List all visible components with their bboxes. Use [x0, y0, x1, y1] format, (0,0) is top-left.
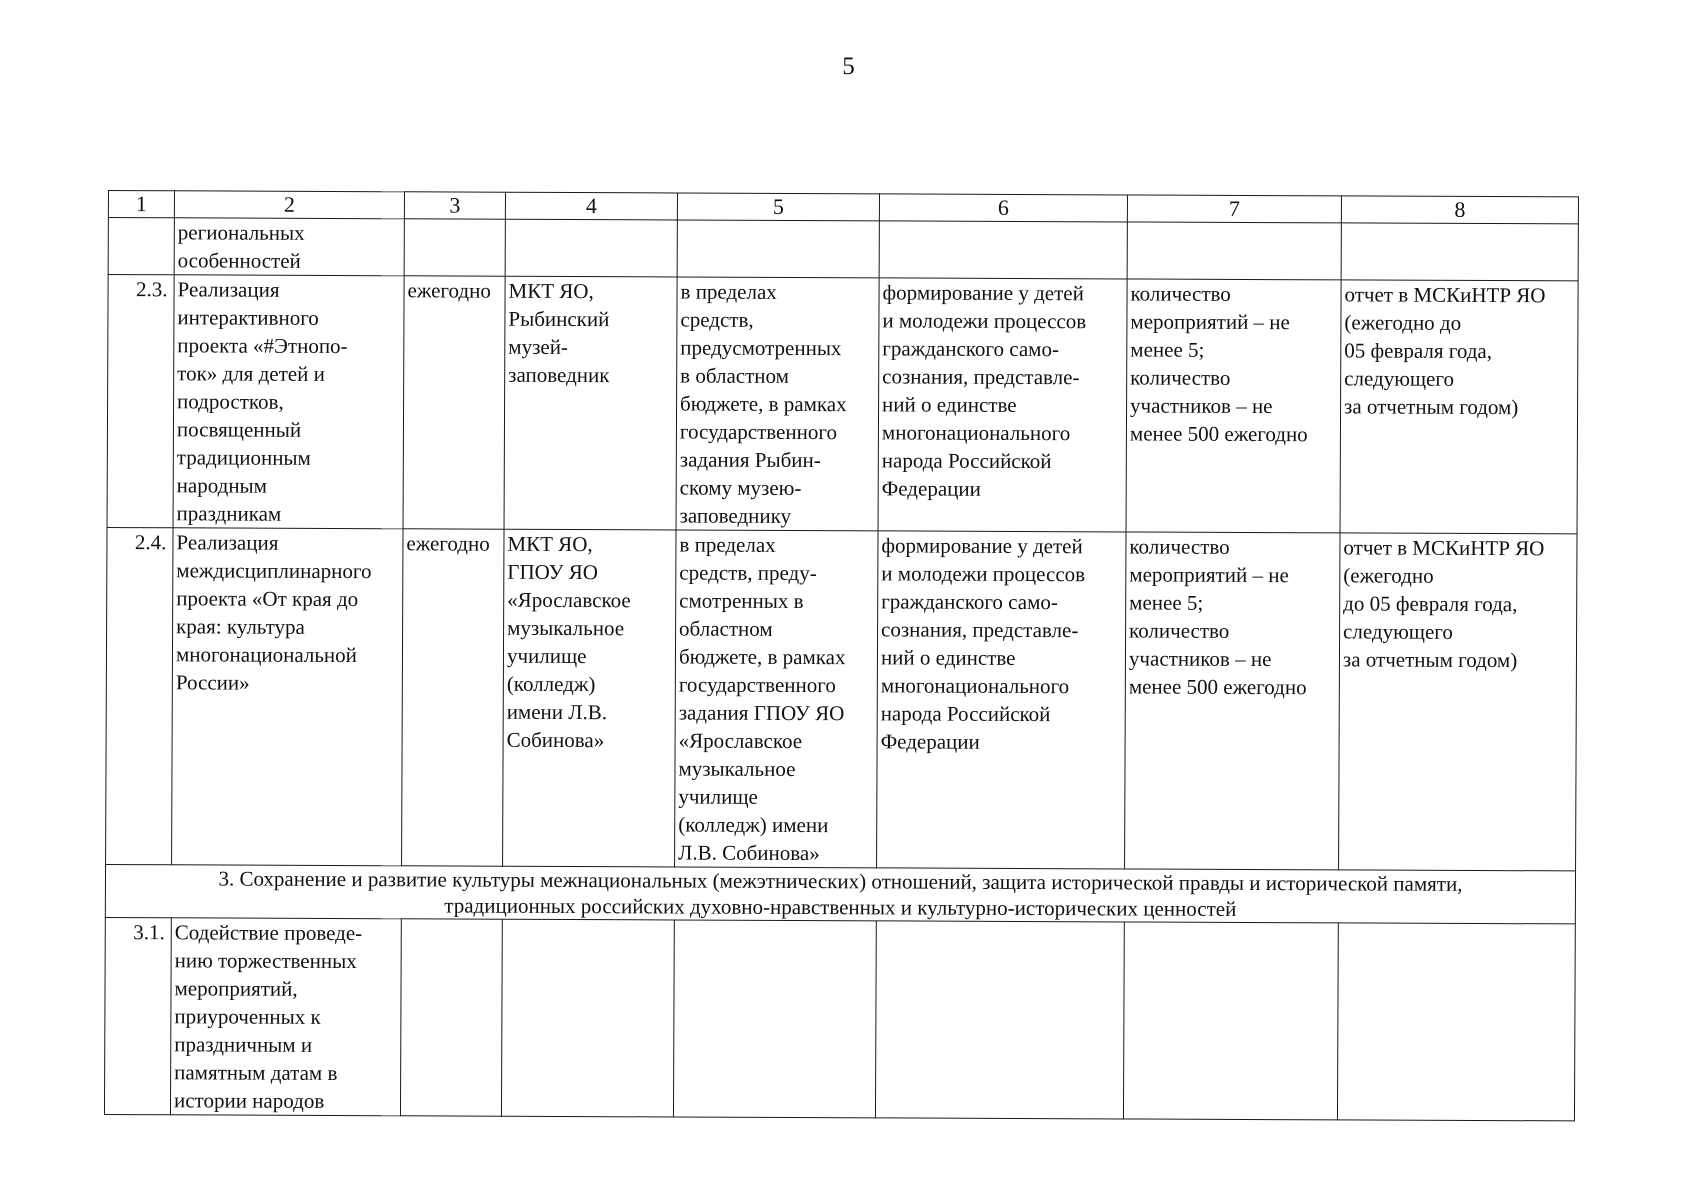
- cell-period: [404, 219, 505, 276]
- table-row: [106, 527, 1577, 870]
- column-number-5: 5: [677, 193, 879, 221]
- cell-report: отчет в МСКиНТР ЯО (ежегодно до 05 февраля года, следующего за отчетным годом): [1339, 533, 1577, 871]
- cell-indicator: [1123, 922, 1338, 1120]
- cell-funding: в пределах средств, предусмотренных в областном бюджете, в рамках государственного задания Рыбин- скому музею- заповеднику: [676, 277, 879, 531]
- table-row-continuation: [108, 218, 1578, 281]
- cell-indicator: [1127, 222, 1341, 280]
- column-number-7: 7: [1127, 195, 1341, 223]
- cell-period: [400, 919, 502, 1116]
- column-number-1: 1: [108, 191, 174, 218]
- cell-report: [1337, 923, 1575, 1121]
- cell-funding: [673, 920, 876, 1118]
- table-row: [107, 275, 1578, 534]
- table-row: [104, 917, 1575, 1120]
- cell-result: [875, 921, 1124, 1119]
- cell-result: формирование у детей и молодежи процессов гражданского само- сознания, представле- ний о единстве многонационального народа Российской Федерации: [878, 278, 1127, 532]
- cell-executors: [501, 919, 674, 1117]
- cell-event: Реализация междисциплинарного проекта «От края до края: культура многонациональной России»: [172, 528, 403, 866]
- page-number: 5: [842, 53, 855, 80]
- cell-funding: [677, 220, 879, 278]
- cell-report: отчет в МСКиНТР ЯО (ежегодно до 05 февраля года, следующего за отчетным годом): [1340, 280, 1578, 534]
- cell-indicator: количество мероприятий – не менее 5; количество участников – не менее 500 ежегодно: [1125, 532, 1340, 870]
- cell-period: ежегодно: [402, 529, 504, 866]
- section-heading: 3. Сохранение и развитие культуры межнациональных (межэтнических) отношений, защита исторической правды и исторической памяти, традиционных российских духовно-нравственных и культурно-исторических ценностей: [105, 864, 1575, 923]
- cell-num: 2.4.: [106, 527, 173, 864]
- cell-executors: МКТ ЯО, Рыбинский музей- заповедник: [504, 276, 677, 530]
- cell-period: ежегодно: [403, 276, 505, 529]
- section-heading-row: [105, 864, 1575, 923]
- cell-indicator: количество мероприятий – не менее 5; количество участников – не менее 500 ежегодно: [1126, 279, 1341, 533]
- cell-result: формирование у детей и молодежи процессов гражданского само- сознания, представле- ний о единстве многонационального народа Российской Федерации: [877, 531, 1126, 869]
- cell-event: Реализация интерактивного проекта «#Этнопо- ток» для детей и подростков, посвященный традиционным народным праздникам: [173, 275, 404, 529]
- column-number-6: 6: [879, 194, 1127, 222]
- cell-event: региональных особенностей: [174, 218, 404, 276]
- column-number-2: 2: [174, 191, 404, 219]
- cell-event: Содействие проведе- нию торжественных мероприятий, приуроченных к праздничным и памятным датам в истории народов: [170, 918, 401, 1116]
- cell-executors: МКТ ЯО, ГПОУ ЯО «Ярославское музыкальное училище (колледж) имени Л.В. Собинова»: [503, 529, 676, 867]
- cell-report: [1341, 223, 1578, 281]
- column-number-3: 3: [404, 192, 505, 219]
- cell-result: [879, 221, 1127, 279]
- column-number-8: 8: [1341, 196, 1578, 224]
- cell-funding: в пределах средств, преду- смотренных в областном бюджете, в рамках государственного задания ГПОУ ЯО «Ярославское музыкальное училище (колледж) имени Л.В. Собинова»: [675, 530, 878, 868]
- column-number-4: 4: [505, 192, 677, 220]
- measures-table: [104, 190, 1579, 1121]
- cell-num: 2.3.: [107, 275, 174, 528]
- cell-executors: [505, 219, 677, 277]
- cell-num: [108, 218, 174, 275]
- cell-num: 3.1.: [104, 917, 171, 1114]
